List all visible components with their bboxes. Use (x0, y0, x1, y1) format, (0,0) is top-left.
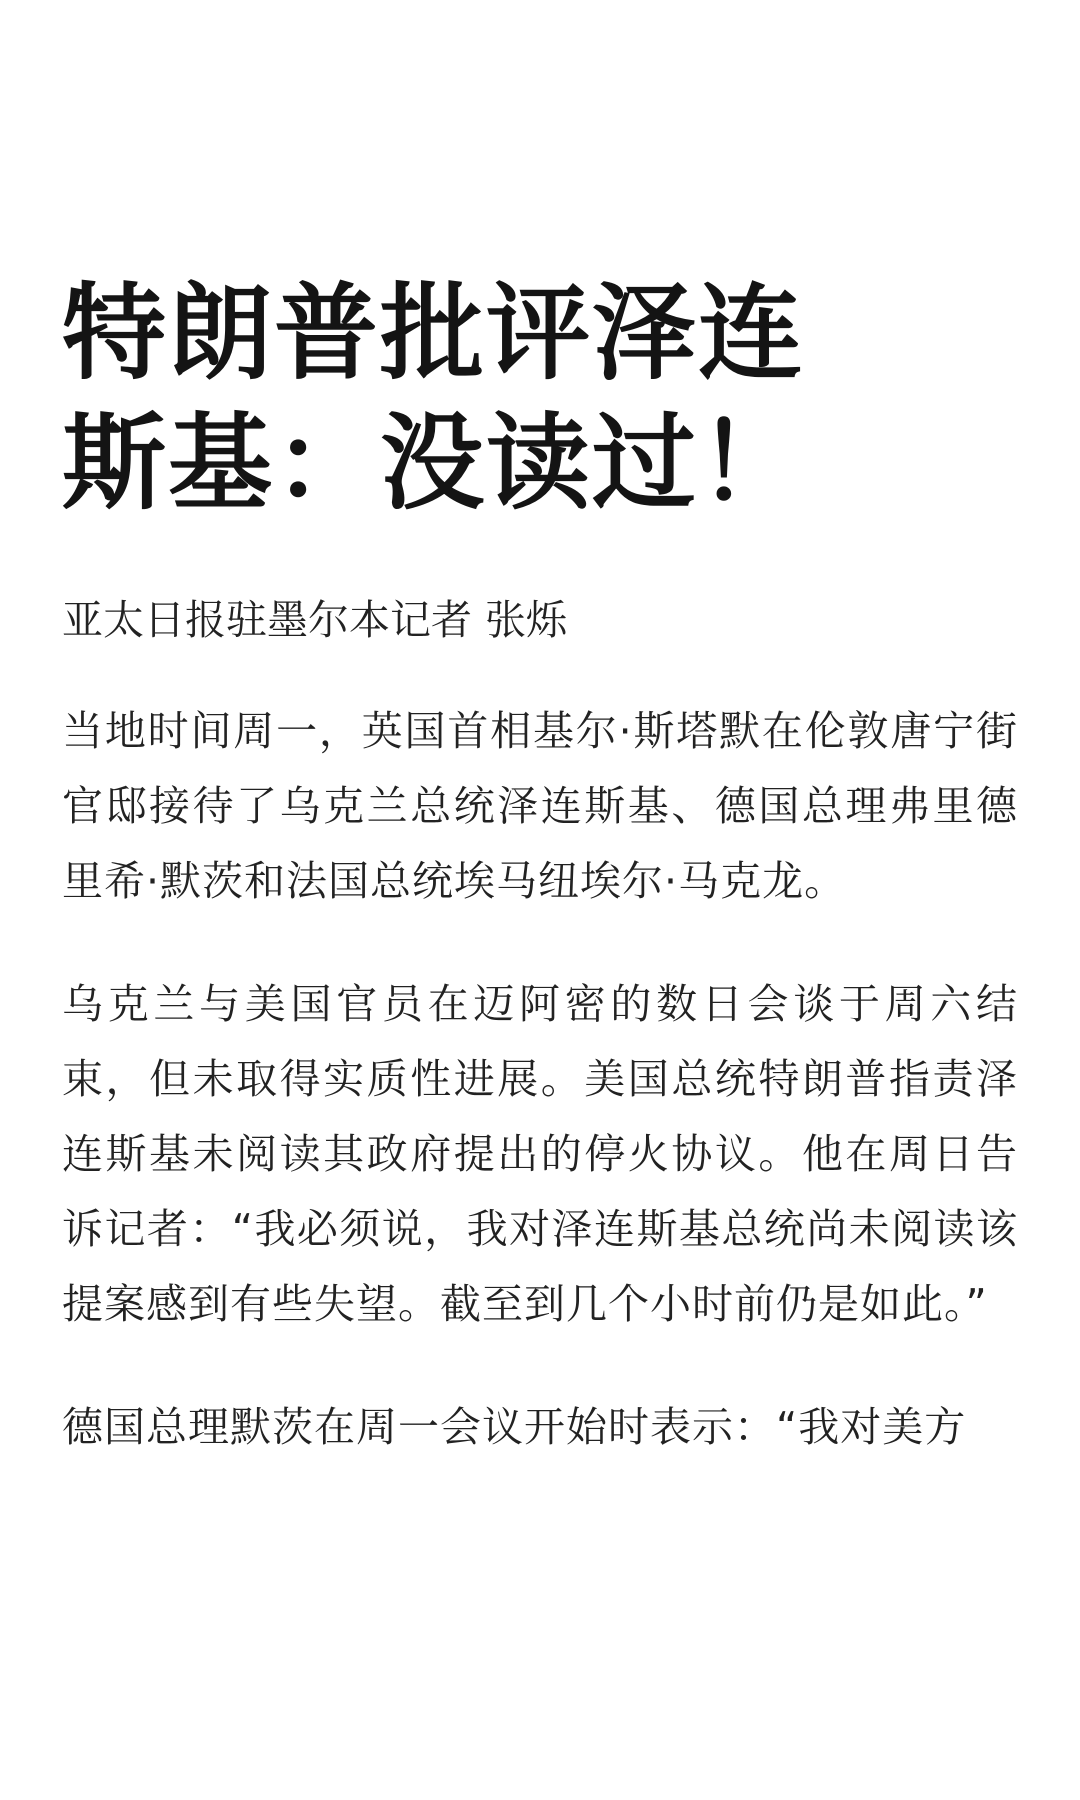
article-paragraph-2: 乌克兰与美国官员在迈阿密的数日会谈于周六结束，但未取得实质性进展。美国总统特朗普指责泽连斯基未阅读其政府提出的停火协议。他在周日告诉记者：“我必须说，我对泽连斯基总统尚未阅读该提案感到有些失望。截至到几个小时前仍是如此。” (62, 980, 1018, 1328)
article-headline: 特朗普批评泽连斯基：没读过！ (62, 271, 805, 524)
article-paragraph-1: 当地时间周一，英国首相基尔·斯塔默在伦敦唐宁街官邸接待了乌克兰总统泽连斯基、德国总理弗里德里希·默茨和法国总统埃马纽埃尔·马克龙。 (62, 707, 1018, 905)
article-byline: 亚太日报驻墨尔本记者 张烁 (62, 596, 568, 644)
article-paragraph-3: 德国总理默茨在周一会议开始时表示：“我对美方 (62, 1403, 967, 1451)
